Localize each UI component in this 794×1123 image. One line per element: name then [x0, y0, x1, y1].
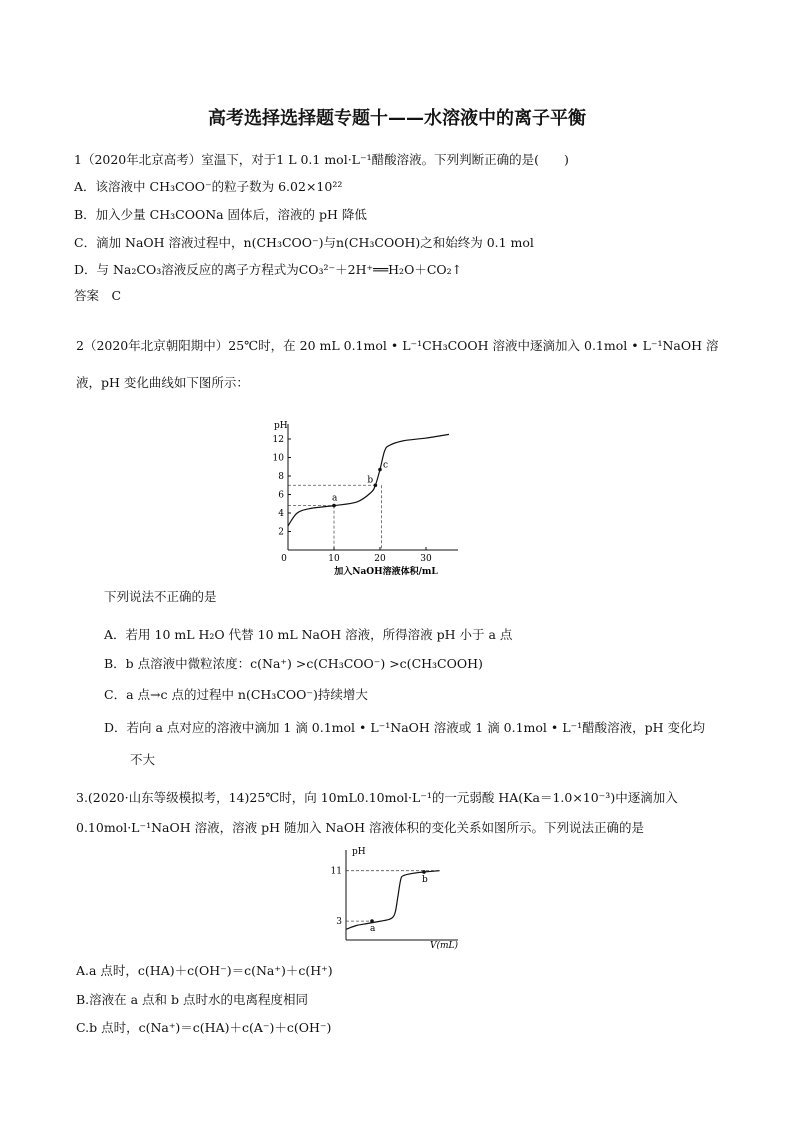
chart1-point-b	[374, 483, 378, 487]
chart2-y-axis-label: pH	[352, 847, 366, 857]
chart1-y-tick-label: 6	[278, 490, 284, 501]
chart1-point-label-a: a	[332, 493, 338, 504]
q2-prompt: 下列说法不正确的是	[104, 589, 217, 604]
chart1-x-tick-label: 30	[420, 554, 432, 564]
q2-option-d-line2: 不大	[130, 752, 156, 767]
chart1-y-tick-label: 2	[278, 527, 284, 538]
chart1-y-tick-label: 10	[272, 453, 284, 464]
chart1-x-tick-label: 0	[281, 554, 287, 564]
chart2-point-b	[422, 870, 426, 874]
chart1-point-c	[378, 468, 382, 472]
chart1-axes	[288, 424, 458, 550]
q3-stem-line2: 0.10mol·L⁻¹NaOH 溶液，溶液 pH 随加入 NaOH 溶液体积的变化关系如图所示。下列说法正确的是	[76, 820, 644, 835]
chart1-point-label-c: c	[383, 460, 389, 471]
chart2-point-label-a: a	[370, 924, 376, 935]
chart1-y-tick-label: 12	[272, 435, 284, 445]
chart2-point-label-b: b	[422, 874, 428, 885]
q1-option-a: A．该溶液中 CH₃COO⁻的粒子数为 6.02×10²²	[74, 179, 343, 194]
chart2-x-axis-label: V(mL)	[430, 941, 459, 951]
q2-option-c: C．a 点→c 点的过程中 n(CH₃COO⁻)持续增大	[104, 687, 368, 702]
q1-option-c: C．滴加 NaOH 溶液过程中，n(CH₃COO⁻)与n(CH₃COOH)之和始终为 0.1 mol	[74, 235, 534, 250]
chart1-x-axis-label: 加入NaOH溶液体积/mL	[334, 567, 438, 577]
chart1-y-tick-label: 8	[278, 472, 284, 482]
chart2-points	[370, 870, 428, 934]
chart1-ticks	[273, 435, 432, 564]
q3-option-c: C.b 点时，c(Na⁺)＝c(HA)＋c(A⁻)＋c(OH⁻)	[76, 1020, 332, 1035]
chart1-y-axis-label: pH	[274, 421, 288, 431]
chart2-axes	[346, 850, 458, 940]
q1-option-b: B．加入少量 CH₃COONa 固体后，溶液的 pH 降低	[74, 207, 367, 222]
q2-option-d-line1: D．若向 a 点对应的溶液中滴加 1 滴 0.1mol • L⁻¹NaOH 溶液或 1 滴 0.1mol • L⁻¹醋酸溶液，pH 变化均	[104, 720, 706, 735]
q2-option-a: A．若用 10 mL H₂O 代替 10 mL NaOH 溶液，所得溶液 pH 小于 a 点	[104, 627, 513, 642]
q3-stem-line1: 3.(2020·山东等级模拟考，14)25℃时，向 10mL0.10mol·L⁻¹的一元弱酸 HA(Ka＝1.0×10⁻³)中逐滴加入	[76, 790, 678, 805]
page-title: 高考选择选择题专题十——水溶液中的离子平衡	[208, 108, 586, 129]
chart1-y-tick-label: 4	[278, 509, 284, 519]
chart2-ticks	[331, 867, 343, 927]
chart2-y-tick-label: 3	[336, 917, 342, 928]
q1-answer: 答案 C	[74, 288, 122, 303]
q2-option-b: B．b 点溶液中微粒浓度：c(Na⁺) >c(CH₃COO⁻) >c(CH₃COOH)	[104, 656, 483, 671]
q1-option-d: D．与 Na₂CO₃溶液反应的离子方程式为CO₃²⁻＋2H⁺══H₂O＋CO₂↑	[74, 262, 463, 277]
q3-option-a: A.a 点时，c(HA)＋c(OH⁻)＝c(Na⁺)＋c(H⁺)	[76, 963, 333, 978]
chart1-x-tick-label: 20	[374, 554, 386, 564]
q3-ph-curve-chart	[330, 842, 462, 952]
chart1-x-tick-label: 10	[328, 554, 340, 564]
chart2-point-a	[370, 919, 374, 923]
chart1-point-a	[332, 504, 336, 508]
q3-option-b: B.溶液在 a 点和 b 点时水的电离程度相同	[76, 992, 309, 1007]
q1-stem: 1（2020年北京高考）室温下，对于1 L 0.1 mol·L⁻¹醋酸溶液。下列判断正确的是( )	[74, 152, 569, 167]
chart2-y-tick-label: 11	[330, 866, 342, 877]
q2-stem-line2: 液，pH 变化曲线如下图所示：	[76, 375, 249, 390]
q2-stem-line1: 2（2020年北京朝阳期中）25℃时，在 20 mL 0.1mol • L⁻¹CH₃COOH 溶液中逐滴加入 0.1mol • L⁻¹NaOH 溶	[76, 338, 719, 353]
chart1-point-label-b: b	[367, 475, 374, 486]
q2-ph-titration-chart	[262, 412, 462, 580]
